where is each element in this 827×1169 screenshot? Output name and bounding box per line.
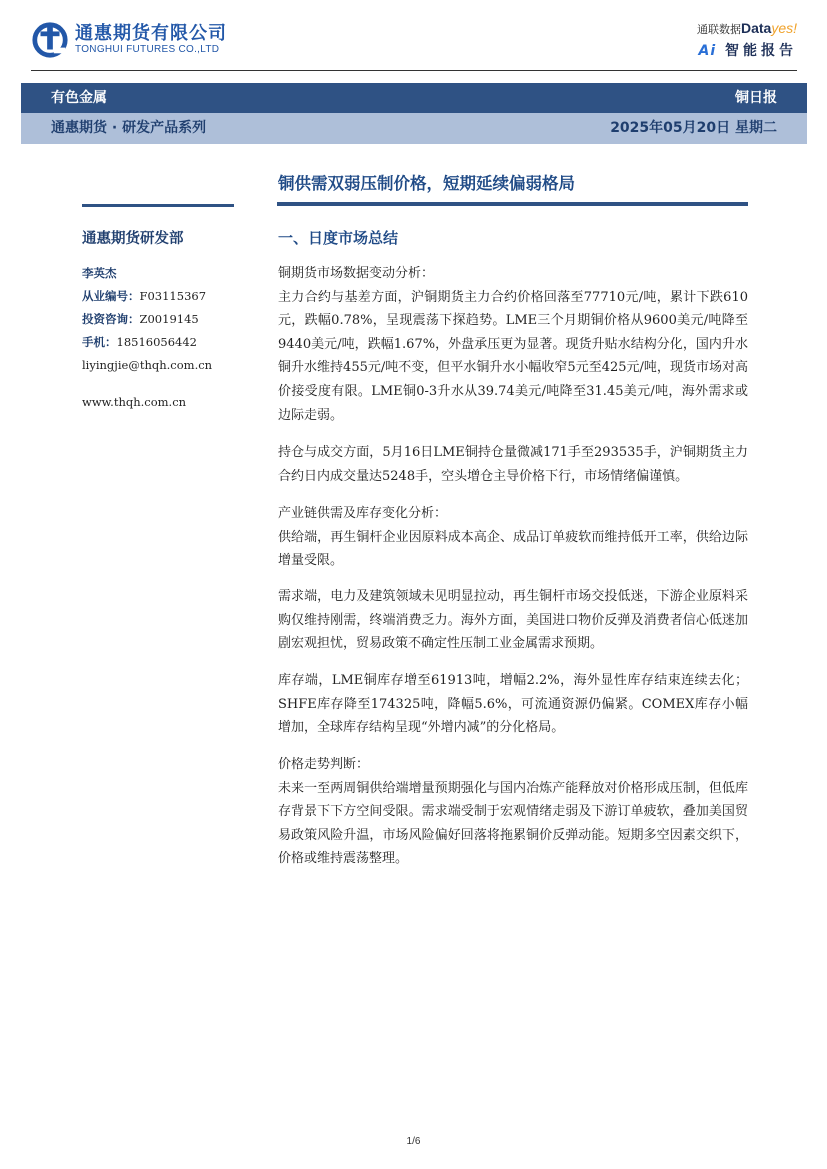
company-logo [31,20,227,60]
title-divider [277,202,748,206]
report-title: 铜供需双弱压制价格，短期延续偏弱格局 [278,174,575,193]
report-date: 2025年05月20日 星期二 [610,120,777,136]
paragraph-price-analysis [278,262,748,427]
phone [82,334,197,350]
phone-label: 手机： [82,335,117,349]
logo-chinese-name: 通惠期货有限公司 [75,23,227,44]
logo-english-name: TONGHUI FUTURES CO.,LTD [75,44,220,55]
paragraph-price-outlook [278,753,748,871]
paragraph-supply-chain [278,502,748,573]
brand-data: Data [740,20,772,36]
website-link[interactable]: www.thqh.com.cn [82,395,187,409]
email-link[interactable]: liyingjie@thqh.com.cn [82,358,213,372]
brand-report: 智能报告 [725,43,797,59]
page-number: 1/6 [406,1136,421,1147]
series-banner [21,113,807,144]
report-type: 铜日报 [735,90,777,106]
paragraph-inventory: 库存端，LME铜库存增至61913吨，增幅2.2%，海外显性库存结束连续去化；SHFE库存降至174325吨，降幅5.6%，可流通资源仍偏紧。COMEX库存小幅增加，全球库存结构呈现“外增内减”的分化格局。 [278,673,748,736]
phone-value: 18516056442 [116,335,197,349]
department-name: 通惠期货研发部 [82,231,184,247]
paragraph-label: 铜期货市场数据变动分析： [278,266,435,281]
paragraph-position: 持仓与成交方面，5月16日LME铜持仓量微减171手至293535手，沪铜期货主力合约日内成交量达5248手，空头增仓主导价格下行，市场情绪偏谨慎。 [278,445,748,484]
category-banner [21,83,807,113]
paragraph-text: 主力合约与基差方面，沪铜期货主力合约价格回落至77710元/吨，累计下跌610元，跌幅0.78%，呈现震荡下探趋势。LME三个月期铜价格从9600美元/吨降至9440美元/吨，跌幅1.67%，外盘承压更为显著。现货升贴水结构分化，国内升水铜升水维持455元/吨不变，但平水铜升水小幅收窄5元至425元/吨，现货市场对高价接受度有限。LME铜0-3升水从39.74美元/吨降至31.45美元/吨，海外需求或边际走弱。 [278,289,748,423]
paragraph-text: 供给端，再生铜杆企业因原料成本高企、成品订单疲软而维持低开工率，供给边际增量受限。 [278,529,748,569]
analyst-name: 李英杰 [82,266,117,280]
license-label: 从业编号： [82,289,140,303]
tonghui-logo-icon [31,21,69,59]
sidebar-divider [82,204,234,207]
paragraph-label: 产业链供需及库存变化分析： [278,506,448,521]
license-value: F03115367 [139,289,207,303]
paragraph-label: 价格走势判断： [278,757,370,772]
consult-value: Z0019145 [139,312,199,326]
series-label: 通惠期货 · 研发产品系列 [51,120,207,136]
paragraph-demand: 需求端，电力及建筑领域未见明显拉动，再生铜杆市场交投低迷，下游企业原料采购仅维持刚需，终端消费乏力。海外方面，美国进口物价反弹及消费者信心低迷加剧宏观担忧，贸易政策不确定性压制工业金属需求预期。 [278,589,748,652]
datayes-brand [697,20,797,60]
brand-prefix: 通联数据 [696,23,741,36]
brand-ai: Ai [698,43,717,59]
paragraph-text: 未来一至两周铜供给端增量预期强化与国内冶炼产能释放对价格形成压制，但低库存背景下下方空间受限。需求端受制于宏观情绪走弱及下游订单疲软，叠加美国贸易政策风险升温，市场风险偏好回落将拖累铜价反弹动能。短期多空因素交织下，价格或维持震荡整理。 [278,780,748,867]
license-number [82,288,206,304]
section-heading: 一、日度市场总结 [278,229,399,247]
brand-yes: yes! [771,20,797,36]
category-label: 有色金属 [51,90,107,106]
consult-label: 投资咨询： [82,312,140,326]
consult-number [82,311,199,327]
header-divider [31,70,797,71]
